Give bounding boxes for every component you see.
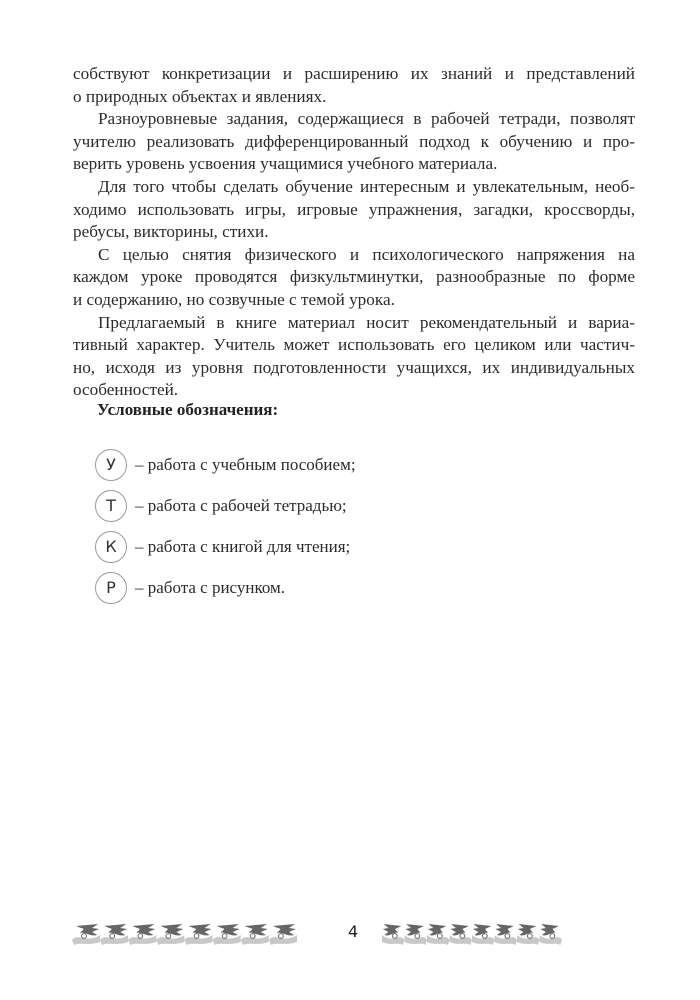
wave-motif xyxy=(495,924,518,945)
legend-item-text: – работа с книгой для чтения; xyxy=(135,536,351,556)
legend-list xyxy=(95,444,356,608)
text-line: особенностей. xyxy=(73,380,179,400)
text-line: но, исходя из уровня подготовленности учащихся, их индивидуальных xyxy=(73,357,635,377)
picture-symbol-icon: Р xyxy=(95,572,127,604)
paragraph-1 xyxy=(73,63,635,108)
text-line: Разноуровневые задания, содержащиеся в рабочей тетради, позволят xyxy=(98,109,635,129)
paragraph-2 xyxy=(73,108,635,176)
text-line: Предлагаемый в книге материал носит рекомендательный и вариа- xyxy=(98,312,635,332)
wave-motif xyxy=(156,924,184,945)
text-line: собствуют конкретизации и расширению их знаний и представлений xyxy=(73,64,635,83)
text-line: ходимо использовать игры, игровые упражнения, загадки, кроссворды, xyxy=(73,199,635,219)
legend-item-workbook xyxy=(95,485,356,526)
wave-motif xyxy=(128,924,156,945)
page-number: 4 xyxy=(348,922,359,941)
text-line: каждом уроке проводятся физкультминутки, разнообразные по форме xyxy=(73,267,635,287)
textbook-symbol-icon: У xyxy=(95,449,127,481)
wave-ornament-right-icon xyxy=(382,918,562,948)
text-line: Для того чтобы сделать обучение интересным и увлекательным, необ- xyxy=(98,176,635,196)
paragraph-5 xyxy=(73,312,635,402)
text-line: ребусы, викторины, стихи. xyxy=(73,222,269,242)
workbook-symbol-icon: Т xyxy=(95,490,127,522)
text-line: С целью снятия физического и психологического напряжения на xyxy=(98,244,635,264)
text-line: верить уровень усвоения учащимися учебного материала. xyxy=(73,154,498,174)
legend-item-picture xyxy=(95,567,356,608)
wave-motif xyxy=(72,924,100,945)
body-text xyxy=(73,63,635,402)
wave-motif xyxy=(382,924,405,945)
wave-motif xyxy=(100,924,128,945)
wave-motif xyxy=(472,924,495,945)
legend-item-textbook xyxy=(95,444,356,485)
wave-motif xyxy=(269,924,297,945)
legend-item-text: – работа с рабочей тетрадью; xyxy=(135,495,347,515)
wave-motif xyxy=(427,924,450,945)
legend-item-reader xyxy=(95,526,356,567)
wave-motif xyxy=(517,924,540,945)
wave-motif xyxy=(213,924,241,945)
text-line: учителю реализовать дифференцированный подход к обучению и про- xyxy=(73,131,635,151)
text-line: и содержанию, но созвучные с темой урока. xyxy=(73,289,395,309)
legend-title: Условные обозначения: xyxy=(97,400,279,419)
reader-symbol-icon: К xyxy=(95,531,127,563)
legend-item-text: – работа с рисунком. xyxy=(135,577,286,597)
legend-item-text: – работа с учебным пособием; xyxy=(135,454,356,474)
wave-motif xyxy=(540,924,563,945)
paragraph-3 xyxy=(73,176,635,244)
wave-motif xyxy=(185,924,213,945)
wave-motif xyxy=(405,924,428,945)
paragraph-4 xyxy=(73,244,635,312)
wave-motif xyxy=(241,924,269,945)
text-line: тивный характер. Учитель может использовать его целиком или частич- xyxy=(73,335,635,355)
text-line: о природных объектах и явлениях. xyxy=(73,86,327,106)
page-footer xyxy=(0,918,700,948)
wave-ornament-left-icon xyxy=(72,918,297,948)
wave-motif xyxy=(450,924,473,945)
